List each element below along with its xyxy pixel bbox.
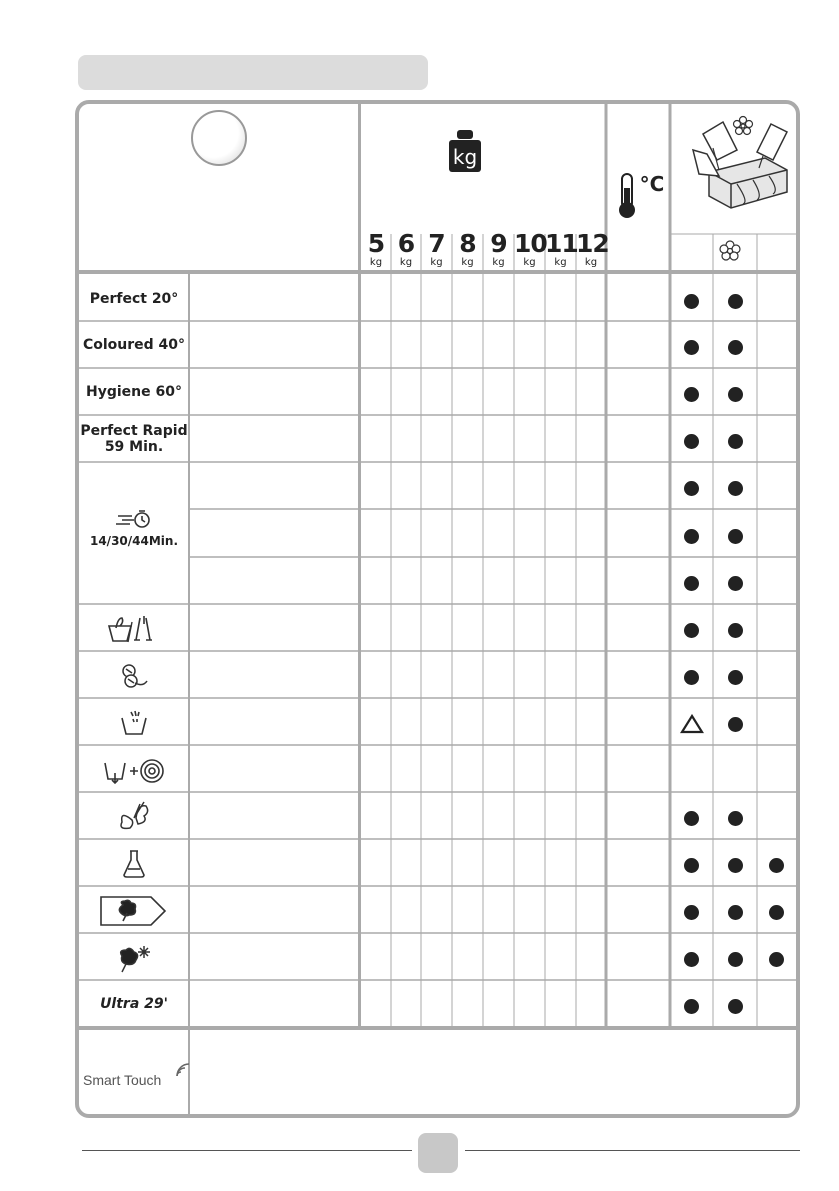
compartment-dot <box>769 905 784 920</box>
weight-kg-icon <box>448 128 482 174</box>
load-value: 5 <box>367 229 385 258</box>
load-value: 11 <box>545 229 578 258</box>
compartment-dot <box>728 952 743 967</box>
load-value: 12 <box>576 229 609 258</box>
load-column-7kg <box>421 231 452 268</box>
temperature-unit: °C <box>639 172 665 196</box>
load-unit: kg <box>554 257 567 268</box>
smart-touch-label <box>83 1072 161 1088</box>
load-column-6kg <box>391 231 421 268</box>
butterfly-delicate-icon <box>114 800 154 838</box>
cotton-star-icon <box>114 942 154 978</box>
compartment-dot <box>684 529 699 544</box>
softener-flower-icon <box>719 240 741 262</box>
drain-spin-icon <box>102 755 166 789</box>
compartment-dot <box>728 670 743 685</box>
compartment-dot <box>728 811 743 826</box>
load-column-5kg <box>361 231 391 268</box>
load-value: 9 <box>490 229 507 258</box>
load-value: 6 <box>397 229 415 258</box>
compartment-dot <box>684 999 699 1014</box>
compartment-dot <box>684 952 699 967</box>
footer-rule-right <box>465 1150 800 1151</box>
compartment-dot <box>728 858 743 873</box>
compartment-dot <box>684 811 699 826</box>
compartment-dot <box>684 905 699 920</box>
load-unit: kg <box>584 257 598 268</box>
program-label: Coloured 40° <box>82 337 186 353</box>
thermometer-icon <box>616 172 638 220</box>
load-value: 10 <box>514 229 547 258</box>
compartment-dot <box>684 576 699 591</box>
program-knob-icon <box>191 110 247 166</box>
cotton-tag-icon <box>99 895 169 931</box>
compartment-dot <box>684 434 699 449</box>
load-unit: kg <box>399 257 413 268</box>
compartment-dot <box>684 340 699 355</box>
program-table <box>75 100 800 1118</box>
program-label: Perfect 20° <box>89 290 179 307</box>
kg-label: kg <box>452 145 478 169</box>
rapid-clock-icon <box>114 508 154 534</box>
load-column-10kg <box>514 231 545 268</box>
section-header-bar <box>78 55 428 90</box>
compartment-dot <box>728 717 743 732</box>
program-label: Hygiene 60° <box>86 384 182 400</box>
load-value: 8 <box>459 229 476 258</box>
load-unit: kg <box>430 257 443 268</box>
handwash-wool-icon <box>106 614 162 648</box>
compartment-dot <box>684 670 699 685</box>
flask-icon <box>121 849 147 883</box>
load-column-12kg <box>576 229 609 268</box>
compartment-dot <box>684 294 699 309</box>
compartment-dot <box>728 999 743 1014</box>
compartment-dot <box>684 481 699 496</box>
compartment-dot <box>728 340 743 355</box>
program-label: Perfect Rapid 59 Min. <box>80 423 188 455</box>
footer-rule-left <box>82 1150 412 1151</box>
yarn-wool-icon <box>119 661 149 695</box>
compartment-dot <box>728 294 743 309</box>
load-unit: kg <box>492 257 505 268</box>
compartment-dot <box>728 529 743 544</box>
nfc-signal-icon <box>175 1062 191 1078</box>
load-column-8kg <box>452 231 483 268</box>
smart-touch-text: Smart Touch <box>83 1072 162 1088</box>
compartment-dot <box>728 387 743 402</box>
load-unit: kg <box>461 257 474 268</box>
load-column-9kg <box>483 231 514 268</box>
detergent-drawer-icon <box>689 110 797 220</box>
compartment-dot <box>684 858 699 873</box>
compartment-dot <box>728 481 743 496</box>
compartment-dot <box>684 623 699 638</box>
program-label: 14/30/44Min. <box>89 534 179 548</box>
compartment-dot <box>728 905 743 920</box>
load-unit: kg <box>369 257 383 268</box>
compartment-dot <box>728 434 743 449</box>
compartment-dot <box>684 387 699 402</box>
compartment-dot <box>769 952 784 967</box>
optional-triangle-icon <box>680 714 704 738</box>
rinse-shower-icon <box>119 708 149 742</box>
page-number-box <box>418 1133 458 1173</box>
compartment-dot <box>769 858 784 873</box>
program-label: Ultra 29' <box>100 996 168 1012</box>
load-value: 7 <box>428 229 445 258</box>
compartment-dot <box>728 576 743 591</box>
load-column-11kg <box>545 231 576 268</box>
compartment-dot <box>728 623 743 638</box>
load-unit: kg <box>523 257 536 268</box>
